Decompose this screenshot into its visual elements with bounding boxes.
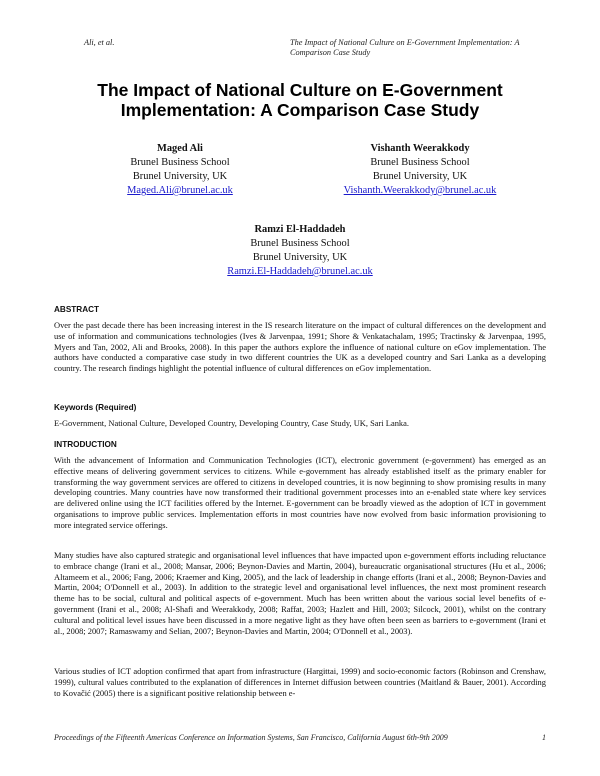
intro-paragraph-1: With the advancement of Information and Communication Technologies (ICT), electronic government (e-government) has emerged as an effective means of delivering government services to citizens. While e-government has already established itself as the primary enabler for transforming the way government services are offered to citizens in developed countries, it is now beginning to show promising results in many developing countries. Many countries have now transformed their traditional government processes into an e-enabled state where key services are delivered online using the ICT facilities offered by the Internet. E-government can be broadly viewed as the adoption of ICT in government organisations to improve public services. Implementation efforts in most countries have now evolved from basic information provisioning to more integrated service offerings. xyxy=(54,455,546,530)
author-email-link[interactable]: Maged.Ali@brunel.ac.uk xyxy=(127,185,233,196)
author-affiliation: Brunel Business School xyxy=(250,238,350,249)
author-block-1 xyxy=(90,142,270,198)
keywords-heading: Keywords (Required) xyxy=(54,403,137,412)
abstract-text: Over the past decade there has been increasing interest in the IS research literature on the impact of cultural differences on the development and use of information and communications technologies (Ives & Jarvenpaa, 1991; Shore & Venkatachalam, 1995; Tractinsky & Jarvenpaa, 1995, Myers and Tan, 2002, Ali and Brooks, 2008). In this paper the authors explore the influence of national culture on eGov implementation. The authors have conducted a comparative case study in two different countries the UK as a developed country and Sari Lanka as a developing country. The research findings highlight the potential influence of cultural differences on eGov implementation. xyxy=(54,320,546,374)
author-university: Brunel University, UK xyxy=(132,171,228,182)
abstract-heading: ABSTRACT xyxy=(54,305,100,314)
running-head-title: The Impact of National Culture on E-Government Implementation: A Comparison Case Study xyxy=(290,38,520,57)
paper-title: The Impact of National Culture on E-Government Implementation: A Comparison Case Study xyxy=(97,80,503,120)
author-name: Maged Ali xyxy=(157,143,203,154)
author-email-link[interactable]: Ramzi.El-Haddadeh@brunel.ac.uk xyxy=(227,266,373,277)
intro-paragraph-2: Many studies have also captured strategic and organisational level influences that have impacted upon e-government efforts including reluctance to embrace change (Irani et al., 2008; Mansar, 2006; Beynon-Davies and Martin, 2004), bureaucratic organisational structures (Hu et al., 2006; Altameem et al., 2006; Fang, 2006; Kraemer and King, 2005), and the lack of leadership in change efforts (Irani et al., 2008; Beynon-Davies and Martin, 2004; O'Donnell et al., 2003). In addition to the strategic level and organisational level influences, the next most prominent research theme has to be social, cultural and political aspects of e-government. Much has been written about the various social level benefits of e-government (Irani et al., 2008; Al-Shafi and Weerakkody, 2008; Raffat, 2003; Hazlett and Hill, 2003; Silcock, 2001), whilst on the contrary cultural and political level issues have been discussed in a more negative light as they have often been seen as barriers to e-government (Irani et al., 2008; 2007; Ramaswamy and Selian, 2007; Beynon-Davies and Martin, 2004; O'Donnell et al., 2003). xyxy=(54,550,546,636)
author-block-3 xyxy=(200,223,400,279)
running-head-authors: Ali, et al. xyxy=(84,38,115,47)
author-university: Brunel University, UK xyxy=(372,171,468,182)
introduction-heading: INTRODUCTION xyxy=(54,440,117,449)
author-block-2 xyxy=(300,142,540,198)
author-email-link[interactable]: Vishanth.Weerakkody@brunel.ac.uk xyxy=(343,185,497,196)
page-number: 1 xyxy=(542,733,546,742)
author-affiliation: Brunel Business School xyxy=(370,157,470,168)
intro-paragraph-3: Various studies of ICT adoption confirmed that apart from infrastructure (Hargittai, 1999) and socio-economic factors (Robinson and Crenshaw, 1999), cultural values contributed to the explanation of differences in Internet diffusion between countries (Maitland & Bauer, 2001). According to Kovačić (2005) there is a significant positive relationship between e- xyxy=(54,666,546,698)
footer-proceedings: Proceedings of the Fifteenth Americas Conference on Information Systems, San Francisco, California August 6th-9th 2009 xyxy=(54,733,448,742)
page-footer xyxy=(54,733,546,742)
author-name: Vishanth Weerakkody xyxy=(370,143,470,154)
author-affiliation: Brunel Business School xyxy=(130,157,230,168)
author-university: Brunel University, UK xyxy=(252,252,348,263)
keywords-text: E-Government, National Culture, Developed Country, Developing Country, Case Study, UK, Sari Lanka. xyxy=(54,418,410,428)
author-name: Ramzi El-Haddadeh xyxy=(254,224,346,235)
